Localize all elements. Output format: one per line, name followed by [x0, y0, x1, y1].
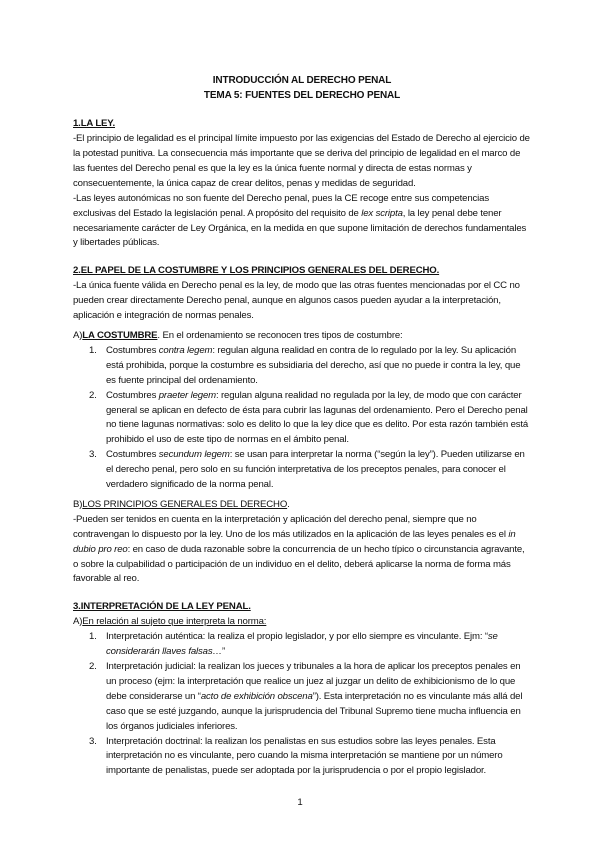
text-run: -Las leyes autonómicas no son fuente del Derecho penal, pues la CE recoge entre sus competencias exclusivas del Estado la legislación penal. A propósito del requisito de: [73, 192, 489, 219]
list-item: [73, 630, 531, 660]
list-number: 2.: [89, 661, 97, 672]
text-run: Interpretación doctrinal: la realizan los penalistas en sus estudios sobre las leyes penales. Esta interpretación no es vinculante, pero cuando la misma interpretación se mantiene por un número importante de penalistas, puede ser adoptada por la jurisprudencia o por el propio legislador.: [106, 735, 503, 777]
subsection-text: . En el ordenamiento se reconocen tres tipos de costumbre:: [157, 329, 403, 341]
subsection-a-heading: [73, 329, 531, 344]
list-number: 1.: [89, 344, 97, 356]
page-number: 1: [297, 797, 303, 808]
section-3-heading: 3.INTERPRETACIÓN DE LA LEY PENAL.: [73, 601, 251, 613]
emphasis-text: contra legem: [158, 344, 213, 356]
subsection-prefix: B): [73, 498, 83, 510]
text-run: Interpretación judicial: la realizan los jueces y tribunales a la hora de aplicar los preceptos penales en un proceso (ejm: la interpretación que realice un juez al juzgar un delito de exhibicionismo de lo que debe considerarse un “: [106, 661, 521, 702]
section-1-paragraph-2: [73, 192, 531, 252]
subsection-b-heading: [73, 498, 531, 513]
list-item: [73, 660, 531, 735]
list-item: [73, 735, 531, 780]
section-2-heading: 2.EL PAPEL DE LA COSTUMBRE Y LOS PRINCIPIOS GENERALES DEL DERECHO.: [73, 265, 440, 277]
subsection-a-heading: [73, 615, 531, 630]
emphasis-text: praeter legem: [158, 389, 216, 401]
interpretacion-list: [73, 630, 531, 779]
section-2-intro: -La única fuente válida en Derecho penal es la ley, de modo que las otras fuentes mencionadas por el CC no pueden crear directamente Derecho penal, aunque en algunos casos pueden ayudar a la interpretación, aplicación e integración de normas penales.: [73, 280, 520, 322]
emphasis-text: se considerarán llaves falsas…: [106, 631, 498, 658]
text-run: Costumbres: [106, 344, 159, 356]
text-run: : regulan alguna realidad en contra de lo regulado por la ley. Su aplicación está prohibida, porque la costumbre es subsidiaria del derecho, así que no puede ir contra la ley, que es fuente principal del ordenamiento.: [106, 344, 521, 386]
list-number: 3.: [89, 735, 97, 747]
page-content: [73, 74, 531, 779]
text-run: Costumbres: [106, 389, 159, 401]
section-1-paragraph-1: -El principio de legalidad es el principal límite impuesto por las exigencias del Estado de Derecho al ejercicio de la potestad punitiva. La consecuencia más importante que se deriva del principio de legalidad en el marco de las fuentes del Derecho penal es que la ley es la única fuente normal y directa de estas normas y consecuentemente, la única capaz de crear delitos, penas y medidas de seguridad.: [73, 133, 530, 189]
emphasis-text: secundum legem: [158, 449, 230, 461]
list-number: 1.: [89, 631, 97, 643]
text-run: Costumbres: [106, 449, 159, 461]
subsection-prefix: A): [73, 329, 83, 341]
emphasis-text: lex scripta: [361, 207, 403, 219]
subsection-label: En relación al sujeto que interpreta la norma:: [82, 616, 267, 628]
text-run: ”). Esta interpretación no es vinculante más allá del caso que se esté juzgando, aunque la jurisprudencia del Tribunal Supremo tiene mucha influencia en los órganos judiciales inferiores.: [106, 690, 523, 732]
document-title: [73, 74, 531, 103]
text-run: : en caso de duda razonable sobre la concurrencia de un hecho típico o circunstancia agravante, o sobre la culpabilidad o participación de un individuo en el delito, deberá aplicarse la norma de forma más favorable al reo.: [73, 543, 525, 585]
text-run: -Pueden ser tenidos en cuenta en la interpretación y aplicación del derecho penal, siempre que no contravengan lo dispuesto por la ley. Uno de los más utilizados en la aplicación de las leyes penales es el: [73, 513, 509, 540]
list-number: 2.: [89, 389, 97, 401]
title-line-1: INTRODUCCIÓN AL DERECHO PENAL: [212, 75, 392, 86]
section-1-heading: 1.LA LEY.: [73, 118, 116, 130]
list-number: 3.: [89, 449, 97, 461]
subsection-label: LOS PRINCIPIOS GENERALES DEL DERECHO: [82, 498, 288, 510]
emphasis-text: acto de exhibición obscena: [200, 690, 313, 702]
text-run: Interpretación auténtica: la realiza el propio legislador, y por ello siempre es vinculante. Ejm: “: [106, 631, 488, 643]
text-run: , la ley penal debe tener necesariamente carácter de Ley Orgánica, en la medida en que supone limitación de derechos fundamentales y libertades públicas.: [73, 207, 527, 249]
title-line-2: TEMA 5: FUENTES DEL DERECHO PENAL: [203, 89, 401, 101]
subsection-label: LA COSTUMBRE: [82, 329, 158, 341]
text-run: : se usan para interpretar la norma (“según la ley”). Pueden utilizarse en el derecho penal, pero solo en su función interpretativa de los preceptos penales, para conocer el verdadero significado de la norma penal.: [106, 449, 525, 491]
principios-paragraph: [73, 513, 531, 588]
text-run: ”: [221, 646, 225, 658]
subsection-text: .: [287, 498, 290, 510]
subsection-prefix: A): [73, 616, 83, 628]
list-item: [73, 344, 531, 389]
costumbre-list: [73, 344, 531, 493]
text-run: : regulan alguna realidad no regulada por la ley, de modo que con carácter general se aplican en defecto de ésta para cubrir las lagunas del ordenamiento. Pero el Derecho penal no tiene lagunas normativas: solo es delito lo que la ley dice que es delito. Por esta razón también está prohibido el uso de este tipo de normas en el ámbito penal.: [106, 389, 529, 446]
emphasis-text: in dubio pro reo: [73, 528, 516, 555]
list-item: [73, 448, 531, 493]
list-item: [73, 389, 531, 449]
